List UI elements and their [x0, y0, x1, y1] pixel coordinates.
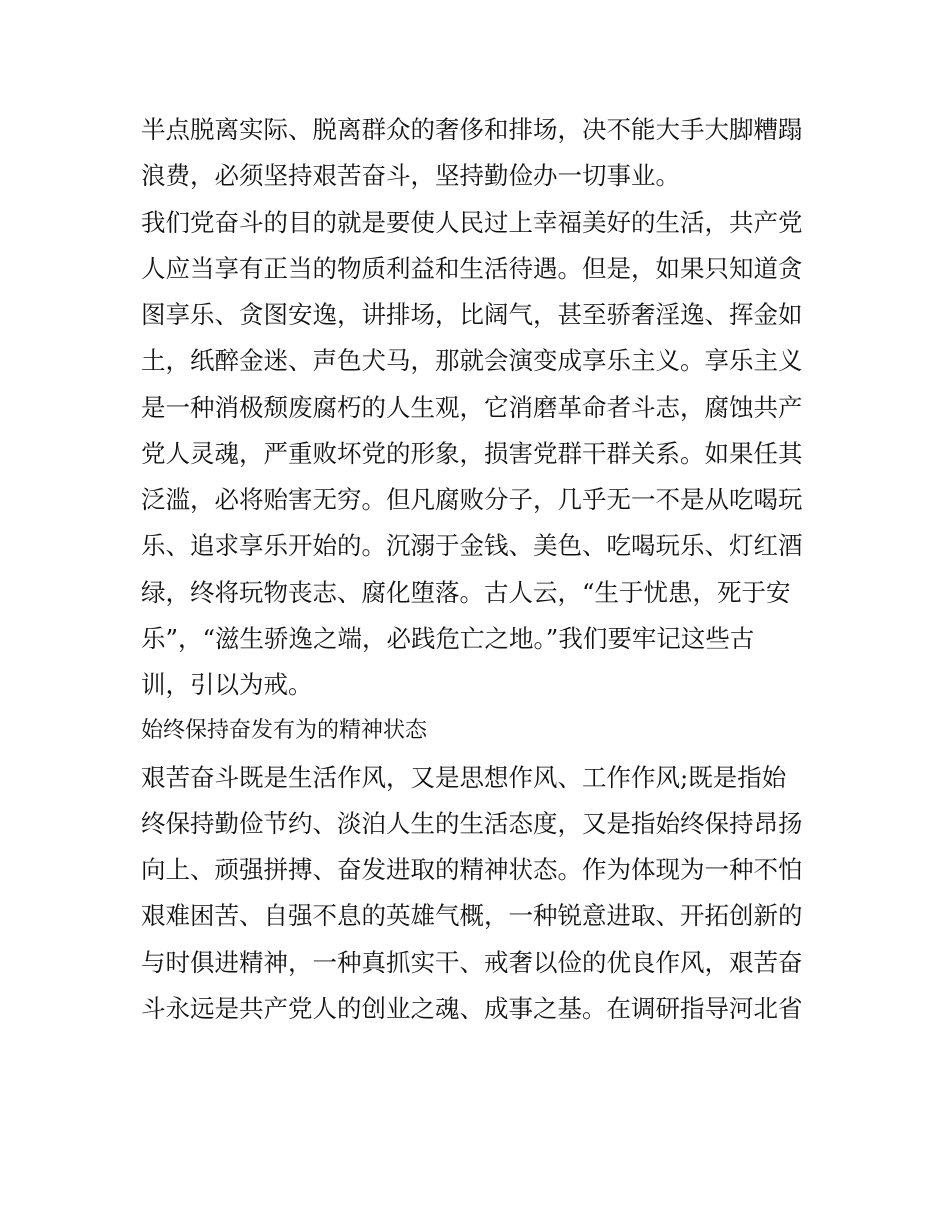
text-line-13: 训，引以为戒。: [141, 670, 313, 699]
text-line-18: 艰难困苦、自强不息的英雄气概，一种锐意进取、开拓创新的: [141, 901, 803, 931]
text-line-4: 人应当享有正当的物质利益和生活待遇。但是，如果只知道贪: [141, 253, 803, 283]
text-line-15: 艰苦奋斗既是生活作风，又是思想作风、工作作风;既是指始: [141, 762, 787, 792]
text-line-12: 乐”，“滋生骄逸之端，必践危亡之地。”我们要牢记这些古: [141, 623, 755, 653]
text-line-10: 乐、追求享乐开始的。沉溺于金钱、美色、吃喝玩乐、灯红酒: [141, 531, 803, 561]
text-line-20: 斗永远是共产党人的创业之魂、成事之基。在调研指导河北省: [141, 993, 803, 1023]
text-line-7: 是一种消极颓废腐朽的人生观，它消磨革命者斗志，腐蚀共产: [141, 392, 803, 422]
section-heading: 始终保持奋发有为的精神状态: [141, 718, 428, 744]
text-line-1: 半点脱离实际、脱离群众的奢侈和排场，决不能大手大脚糟蹋: [141, 115, 803, 144]
text-line-2: 浪费，必须坚持艰苦奋斗，坚持勤俭办一切事业。: [141, 161, 680, 191]
text-line-17: 向上、顽强拼搏、奋发进取的精神状态。作为体现为一种不怕: [141, 855, 803, 884]
text-line-8: 党人灵魂，严重败坏党的形象，损害党群干群关系。如果任其: [141, 438, 803, 468]
text-line-11: 绿，终将玩物丧志、腐化堕落。古人云，“生于忧患，死于安: [141, 577, 791, 607]
text-line-6: 土，纸醉金迷、声色犬马，那就会演变成享乐主义。享乐主义: [141, 346, 803, 376]
text-line-9: 泛滥，必将贻害无穷。但凡腐败分子，几乎无一不是从吃喝玩: [141, 485, 803, 514]
text-line-16: 终保持勤俭节约、淡泊人生的生活态度，又是指始终保持昂扬: [141, 808, 803, 838]
text-line-5: 图享乐、贪图安逸，讲排场，比阔气，甚至骄奢淫逸、挥金如: [141, 300, 803, 329]
body-text: [141, 107, 821, 1032]
text-line-3: 我们党奋斗的目的就是要使人民过上幸福美好的生活，共产党: [141, 207, 803, 237]
text-line-19: 与时俱进精神，一种真抓实干、戒奢以俭的优良作风，艰苦奋: [141, 947, 803, 977]
